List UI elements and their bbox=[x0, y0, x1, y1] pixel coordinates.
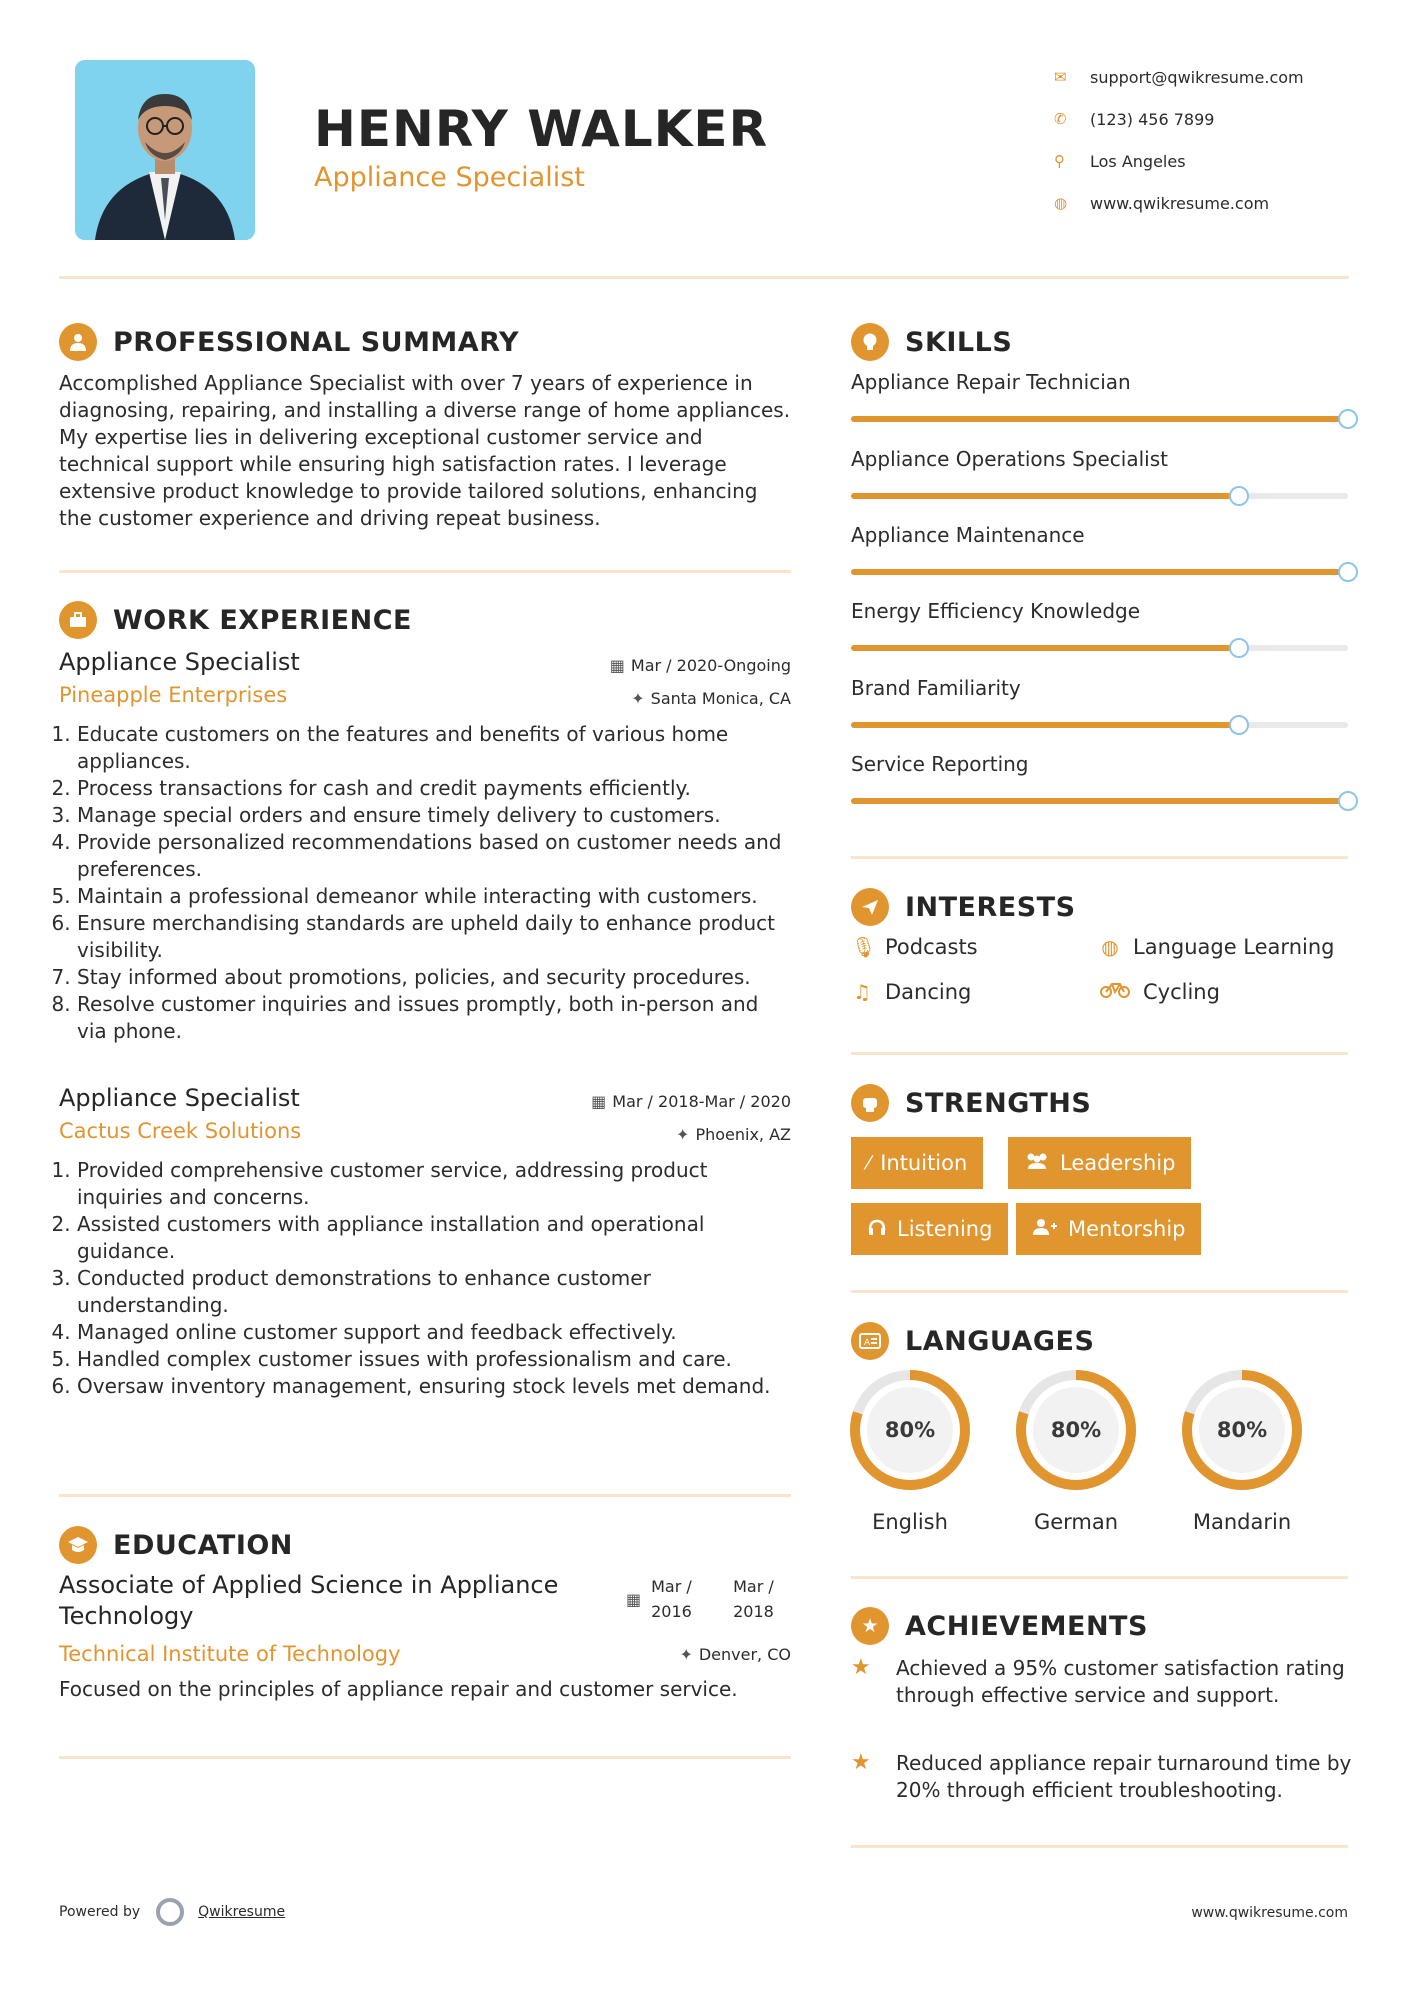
job-entry bbox=[59, 1084, 791, 1400]
header-divider bbox=[59, 276, 1349, 279]
education-heading-text: EDUCATION bbox=[113, 1529, 293, 1561]
language-name: Mandarin bbox=[1192, 1510, 1292, 1534]
candidate-title: Appliance Specialist bbox=[314, 162, 585, 193]
interest-label: Podcasts bbox=[885, 935, 978, 959]
skill-name: Appliance Maintenance bbox=[851, 523, 1085, 547]
skill-name: Appliance Operations Specialist bbox=[851, 447, 1168, 471]
skill-bar-knob bbox=[1229, 715, 1249, 735]
calendar-icon: ▦ bbox=[609, 656, 625, 675]
skills-divider bbox=[851, 856, 1348, 859]
pin-icon: ✦ bbox=[679, 1645, 693, 1664]
skill-name: Brand Familiarity bbox=[851, 676, 1021, 700]
language-percent: 80% bbox=[1216, 1418, 1268, 1442]
fist-icon bbox=[851, 1084, 889, 1122]
skill-bar-fill bbox=[851, 645, 1239, 651]
education-location-text: Denver, CO bbox=[698, 1645, 791, 1664]
contact-website[interactable] bbox=[1054, 182, 1384, 224]
job-bullet: 4. Managed online customer support and feedback effectively. bbox=[77, 1319, 791, 1346]
skill-bar-knob bbox=[1338, 409, 1358, 429]
job-bullet: 8. Resolve customer inquiries and issues promptly, both in-person and via phone. bbox=[77, 991, 791, 1045]
skill-bar bbox=[851, 416, 1348, 422]
map-marker-icon: ⚲ bbox=[1054, 152, 1065, 170]
skills-heading-text: SKILLS bbox=[905, 326, 1013, 358]
powered-by-text: Powered by bbox=[59, 1904, 141, 1920]
language-item bbox=[1014, 1368, 1138, 1534]
language-name: English bbox=[872, 1510, 948, 1534]
contact-location-text: Los Angeles bbox=[1090, 151, 1186, 171]
footer-powered-by bbox=[59, 1898, 285, 1926]
job-bullet: 2. Assisted customers with appliance installation and operational guidance. bbox=[77, 1211, 791, 1265]
skill-bar bbox=[851, 722, 1348, 728]
job-bullet: 6. Oversaw inventory management, ensuring stock levels met demand. bbox=[77, 1373, 791, 1400]
language-ring bbox=[848, 1368, 972, 1492]
contact-website-text: www.qwikresume.com bbox=[1090, 193, 1270, 213]
education-date-end: Mar / 2018 bbox=[733, 1577, 774, 1621]
job-bullet: 7. Stay informed about promotions, policies, and security procedures. bbox=[77, 964, 791, 991]
job-bullet: 4. Provide personalized recommendations based on customer needs and preferences. bbox=[77, 829, 791, 883]
achievement-item bbox=[851, 1655, 1361, 1709]
interest-item bbox=[1099, 935, 1334, 959]
language-name: German bbox=[1033, 1510, 1119, 1534]
envelope-icon: ✉ bbox=[1054, 68, 1067, 86]
interests-divider bbox=[851, 1052, 1348, 1055]
job-entry bbox=[59, 648, 791, 1045]
language-percent: 80% bbox=[884, 1418, 936, 1442]
qwikresume-logo-icon bbox=[156, 1898, 184, 1926]
globe-icon: ◍ bbox=[1054, 194, 1068, 212]
star-badge-icon: ★ bbox=[851, 1607, 889, 1645]
contact-location bbox=[1054, 140, 1384, 182]
languages-divider bbox=[851, 1576, 1348, 1579]
job-location-text: Phoenix, AZ bbox=[695, 1125, 791, 1144]
job-bullet: 1. Provided comprehensive customer service, addressing product inquiries and concerns. bbox=[77, 1157, 791, 1211]
experience-divider bbox=[59, 1494, 791, 1497]
education-dates bbox=[626, 1574, 793, 1624]
skill-bar-fill bbox=[851, 798, 1348, 804]
pin-icon: ✦ bbox=[631, 689, 645, 708]
star-icon: ★ bbox=[851, 1750, 871, 1775]
languages-heading bbox=[851, 1322, 1094, 1360]
strength-tag bbox=[851, 1203, 1008, 1255]
summary-divider bbox=[59, 570, 791, 573]
experience-heading-text: WORK EXPERIENCE bbox=[113, 604, 412, 636]
interests-heading bbox=[851, 888, 1076, 926]
language-percent: 80% bbox=[1050, 1418, 1102, 1442]
strength-tag bbox=[1008, 1137, 1191, 1189]
job-company: Cactus Creek Solutions bbox=[59, 1119, 302, 1143]
summary-heading bbox=[59, 323, 519, 361]
user-icon bbox=[59, 323, 97, 361]
job-bullet: 3. Conducted product demonstrations to enhance customer understanding. bbox=[77, 1265, 791, 1319]
job-date-text: Mar / 2020-Ongoing bbox=[630, 656, 791, 675]
user-plus-icon bbox=[1032, 1218, 1058, 1241]
degree-title: Associate of Applied Science in Appliance Technology bbox=[59, 1571, 559, 1630]
interests-heading-text: INTERESTS bbox=[905, 891, 1076, 923]
calendar-icon: ▦ bbox=[626, 1589, 642, 1609]
interest-item bbox=[1099, 980, 1220, 1004]
strengths-divider bbox=[851, 1290, 1348, 1293]
job-date bbox=[591, 1092, 791, 1111]
contact-list bbox=[1054, 56, 1384, 224]
strength-label: Intuition bbox=[880, 1151, 968, 1175]
qwikresume-link[interactable]: Qwikresume bbox=[198, 1904, 286, 1920]
contact-email[interactable] bbox=[1054, 56, 1384, 98]
skill-bar-knob bbox=[1229, 638, 1249, 658]
interest-item bbox=[851, 935, 978, 959]
job-location-text: Santa Monica, CA bbox=[650, 689, 791, 708]
summary-text: Accomplished Appliance Specialist with over 7 years of experience in diagnosing, repairing, and installing a diverse range of home appliances. My expertise lies in delivering exceptional customer service and technical support while ensuring high satisfaction rates. I leverage extensive product knowledge to provide tailored solutions, enhancing the customer experience and driving repeat business. bbox=[59, 371, 791, 530]
education-date-start: Mar / 2016 bbox=[651, 1577, 692, 1621]
summary-heading-text: PROFESSIONAL SUMMARY bbox=[113, 326, 520, 358]
candidate-name: HENRY WALKER bbox=[314, 100, 769, 158]
magic-wand-icon: ⁄ bbox=[867, 1152, 871, 1174]
languages-heading-text: LANGUAGES bbox=[905, 1325, 1095, 1357]
skill-bar-fill bbox=[851, 493, 1239, 499]
globe-icon: ◍ bbox=[1101, 935, 1119, 959]
strength-tag bbox=[851, 1137, 983, 1189]
job-title: Appliance Specialist bbox=[59, 648, 300, 676]
skill-bar-fill bbox=[851, 416, 1348, 422]
skill-bar bbox=[851, 493, 1348, 499]
education-divider bbox=[59, 1756, 791, 1759]
skill-item bbox=[851, 370, 1351, 394]
interest-item bbox=[851, 980, 971, 1004]
contact-phone-text: (123) 456 7899 bbox=[1090, 109, 1215, 129]
interest-label: Cycling bbox=[1143, 980, 1220, 1004]
job-bullet: 6. Ensure merchandising standards are upheld daily to enhance product visibility. bbox=[77, 910, 791, 964]
interest-label: Dancing bbox=[885, 980, 972, 1004]
microphone-icon: 🎙 bbox=[851, 935, 877, 959]
users-icon bbox=[1024, 1152, 1050, 1175]
school-name: Technical Institute of Technology bbox=[59, 1642, 401, 1666]
job-location bbox=[676, 1125, 791, 1144]
skill-name: Service Reporting bbox=[851, 752, 1029, 776]
graduation-cap-icon bbox=[59, 1526, 97, 1564]
education-heading bbox=[59, 1526, 293, 1564]
headphones-icon bbox=[867, 1218, 887, 1241]
language-ring bbox=[1180, 1368, 1304, 1492]
achievements-divider bbox=[851, 1845, 1348, 1848]
education-location bbox=[679, 1645, 791, 1664]
bicycle-icon bbox=[1099, 980, 1131, 1004]
job-date-text: Mar / 2018-Mar / 2020 bbox=[612, 1092, 791, 1111]
job-bullet: 5. Handled complex customer issues with professionalism and care. bbox=[77, 1346, 791, 1373]
briefcase-icon bbox=[59, 601, 97, 639]
strengths-heading-text: STRENGTHS bbox=[905, 1087, 1092, 1119]
svg-text:A: A bbox=[864, 1338, 871, 1348]
skill-bar-knob bbox=[1338, 791, 1358, 811]
skill-bar bbox=[851, 645, 1348, 651]
skill-item bbox=[851, 447, 1351, 471]
skill-bar-fill bbox=[851, 569, 1348, 575]
strength-tag bbox=[1016, 1203, 1201, 1255]
skill-bar-knob bbox=[1338, 562, 1358, 582]
footer-url[interactable]: www.qwikresume.com bbox=[1191, 1905, 1348, 1921]
achievements-heading-text: ACHIEVEMENTS bbox=[905, 1610, 1148, 1642]
skill-item bbox=[851, 523, 1351, 547]
language-item bbox=[1180, 1368, 1304, 1534]
job-bullet: 3. Manage special orders and ensure timely delivery to customers. bbox=[77, 802, 791, 829]
skill-bar-knob bbox=[1229, 486, 1249, 506]
skill-name: Energy Efficiency Knowledge bbox=[851, 599, 1141, 623]
language-ring bbox=[1014, 1368, 1138, 1492]
job-bullets bbox=[59, 1157, 791, 1400]
achievement-text: Achieved a 95% customer satisfaction rating through effective service and support. bbox=[896, 1656, 1345, 1707]
education-description: Focused on the principles of appliance repair and customer service. bbox=[59, 1677, 738, 1701]
skill-name: Appliance Repair Technician bbox=[851, 370, 1131, 394]
skill-item bbox=[851, 599, 1351, 623]
calendar-icon: ▦ bbox=[591, 1092, 607, 1111]
interest-label: Language Learning bbox=[1133, 935, 1335, 959]
strength-label: Listening bbox=[897, 1217, 993, 1241]
job-company: Pineapple Enterprises bbox=[59, 683, 288, 707]
experience-heading bbox=[59, 601, 412, 639]
pin-icon: ✦ bbox=[676, 1125, 690, 1144]
job-title: Appliance Specialist bbox=[59, 1084, 300, 1112]
profile-photo bbox=[75, 60, 255, 240]
contact-phone[interactable] bbox=[1054, 98, 1384, 140]
job-location bbox=[631, 689, 791, 708]
skill-bar bbox=[851, 569, 1348, 575]
music-note-icon: ♫ bbox=[853, 980, 871, 1004]
strength-label: Leadership bbox=[1060, 1151, 1176, 1175]
lightbulb-icon bbox=[851, 323, 889, 361]
language-card-icon bbox=[851, 1322, 889, 1360]
language-item bbox=[848, 1368, 972, 1534]
achievement-item bbox=[851, 1750, 1361, 1804]
job-bullet: 5. Maintain a professional demeanor while interacting with customers. bbox=[77, 883, 791, 910]
achievements-heading bbox=[851, 1607, 1148, 1645]
job-bullet: 1. Educate customers on the features and benefits of various home appliances. bbox=[77, 721, 791, 775]
job-bullets bbox=[59, 721, 791, 1045]
job-date bbox=[610, 656, 791, 675]
strengths-heading bbox=[851, 1084, 1091, 1122]
skill-bar-fill bbox=[851, 722, 1239, 728]
skill-item bbox=[851, 676, 1351, 700]
skill-item bbox=[851, 752, 1351, 776]
strength-label: Mentorship bbox=[1068, 1217, 1186, 1241]
job-bullet: 2. Process transactions for cash and credit payments efficiently. bbox=[77, 775, 791, 802]
skill-bar bbox=[851, 798, 1348, 804]
education-entry bbox=[59, 1570, 791, 1703]
star-icon: ★ bbox=[851, 1655, 871, 1680]
skills-heading bbox=[851, 323, 1012, 361]
phone-icon: ✆ bbox=[1054, 110, 1067, 128]
contact-email-text: support@qwikresume.com bbox=[1090, 67, 1304, 87]
achievement-text: Reduced appliance repair turnaround time by 20% through efficient troubleshooting. bbox=[896, 1751, 1352, 1802]
paper-plane-icon bbox=[851, 888, 889, 926]
